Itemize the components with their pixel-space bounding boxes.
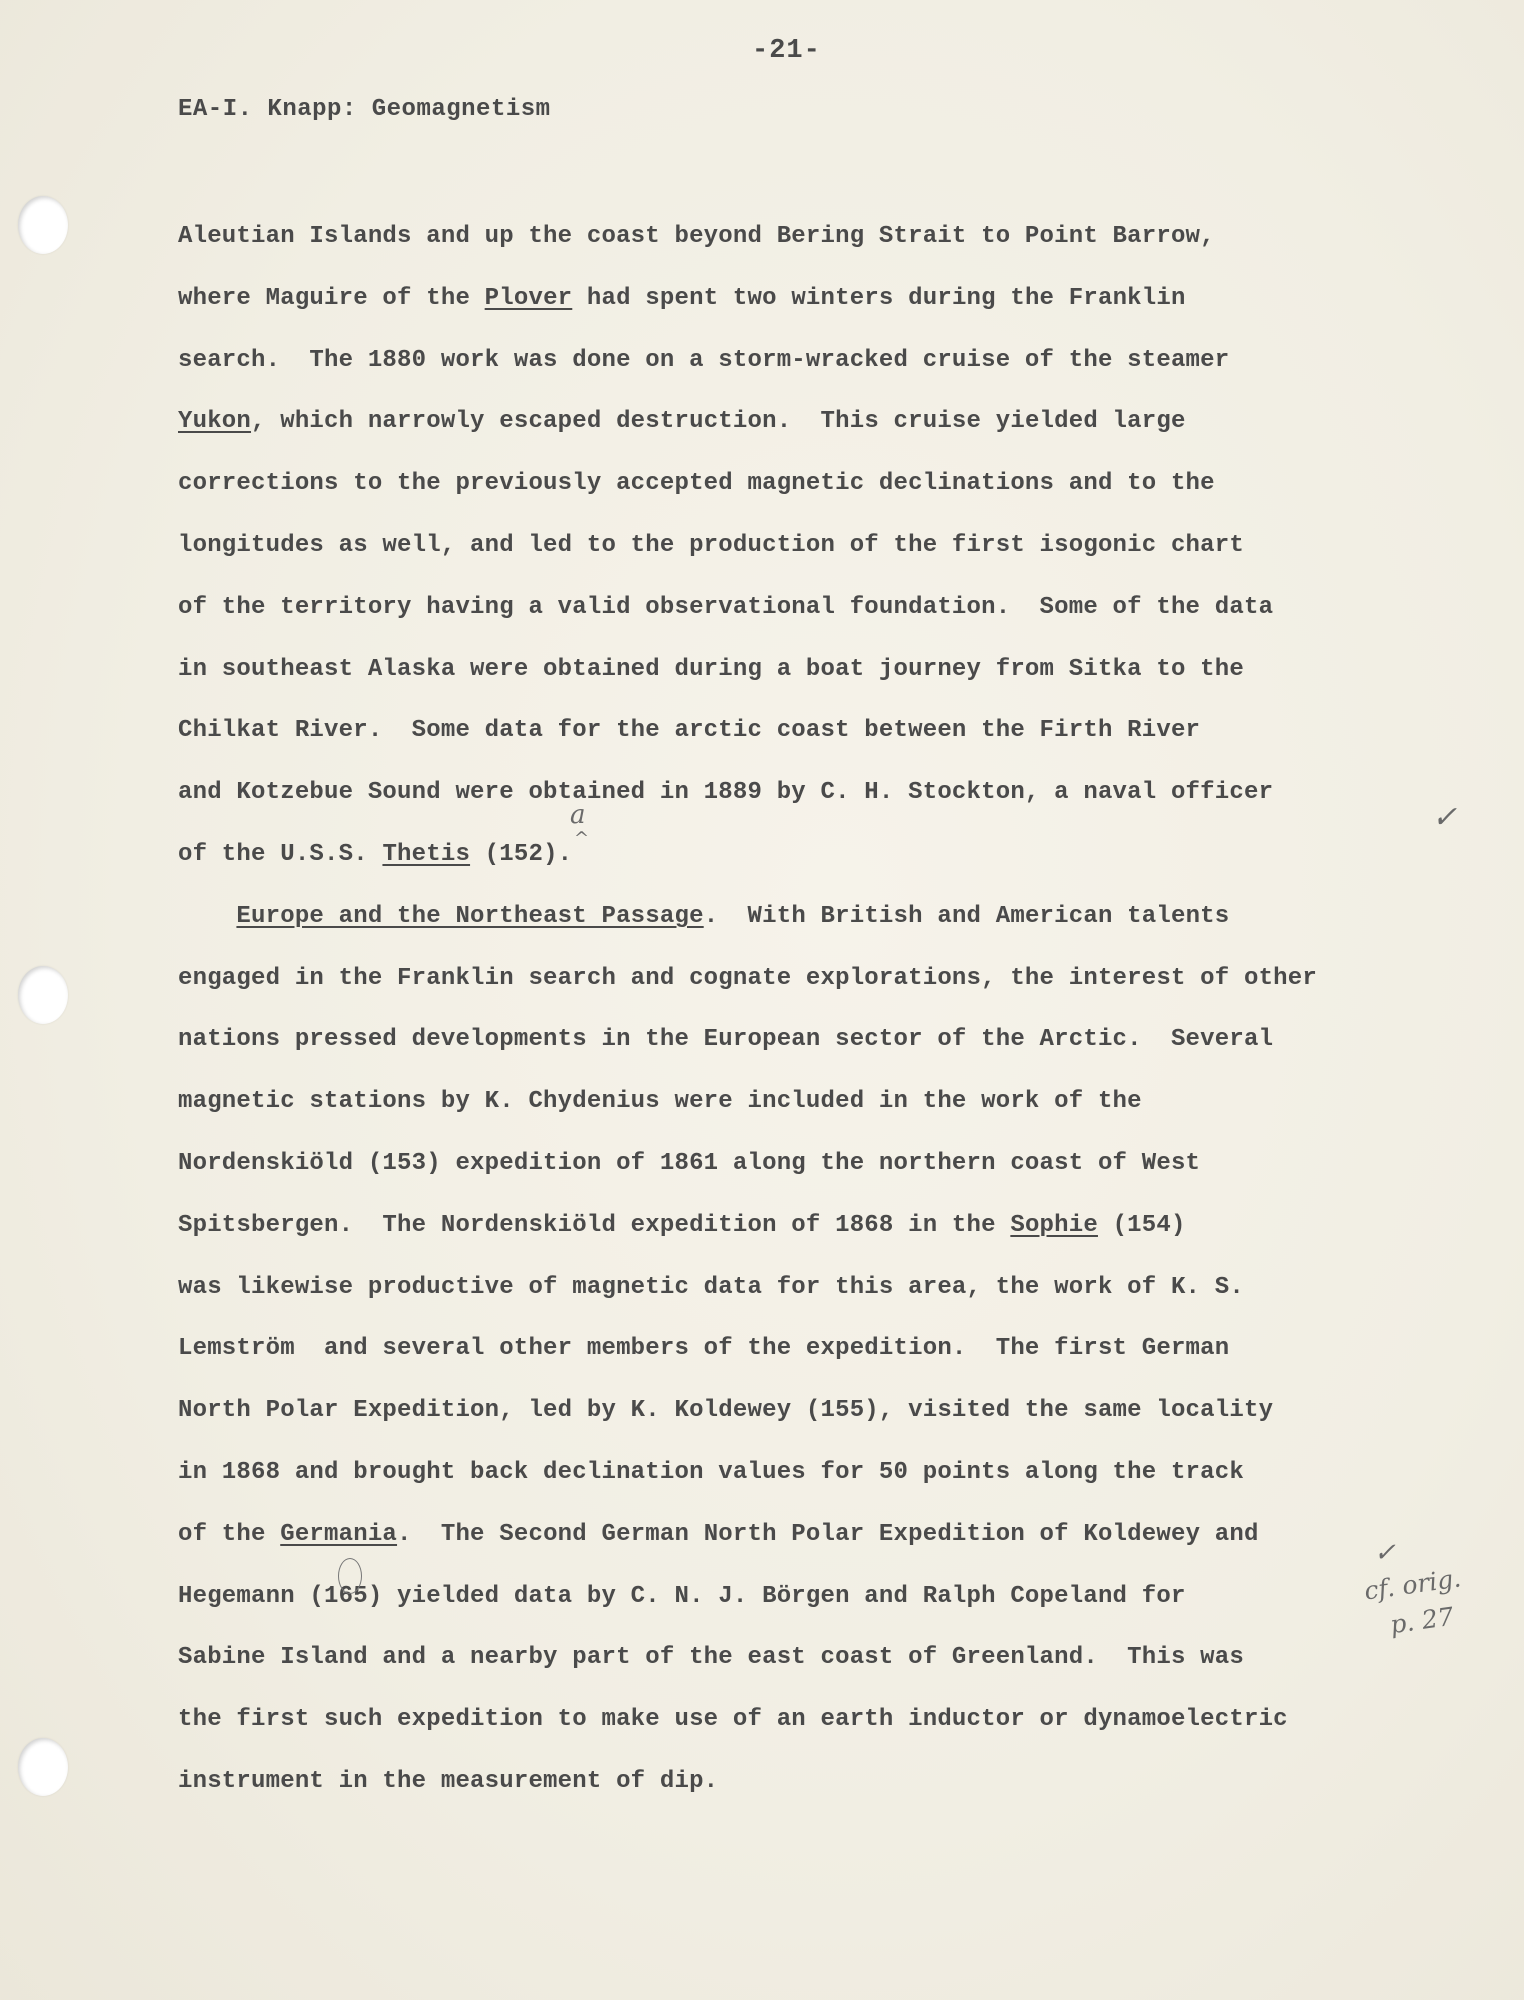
text-segment: in 1868 and brought back declination values for 50 points along the track xyxy=(178,1459,1244,1486)
text-line xyxy=(178,778,1273,808)
underlined-title: Plover xyxy=(484,284,573,312)
text-line xyxy=(178,1273,1244,1303)
text-segment: of the U.S.S. xyxy=(178,841,383,868)
text-segment: Hegemann (165) yielded data by C. N. J. Börgen and Ralph Copeland for xyxy=(178,1582,1186,1610)
text-line xyxy=(178,1334,1229,1364)
text-line xyxy=(178,1458,1244,1488)
underlined-title: Thetis xyxy=(382,841,471,868)
text-line xyxy=(178,902,1229,932)
text-segment: instrument in the measurement of dip. xyxy=(178,1768,719,1795)
text-segment: . The Second German North Polar Expedition of Koldewey and xyxy=(397,1520,1259,1548)
text-segment: Nordenskiöld (153) expedition of 1861 along the northern coast of West xyxy=(178,1150,1201,1177)
text-line xyxy=(178,840,572,870)
text-line xyxy=(178,1087,1142,1117)
text-segment: longitudes as well, and led to the production of the first isogonic chart xyxy=(178,532,1244,559)
text-segment: was likewise productive of magnetic data for this area, the work of K. S. xyxy=(178,1273,1244,1301)
text-line xyxy=(178,284,1186,314)
text-line xyxy=(178,531,1244,561)
text-segment: . With British and American talents xyxy=(703,902,1230,930)
running-head: EA-I. Knapp: Geomagnetism xyxy=(178,96,551,123)
punch-hole-middle xyxy=(18,966,68,1024)
text-line xyxy=(178,1211,1186,1241)
page-number: -21- xyxy=(752,36,821,66)
text-segment: Chilkat River. Some data for the arctic coast between the Firth River xyxy=(178,717,1201,745)
text-segment: where Maguire of the xyxy=(178,284,485,312)
text-line xyxy=(178,964,1317,994)
text-line xyxy=(178,346,1229,376)
text-segment: nations pressed developments in the European sector of the Arctic. Several xyxy=(178,1026,1274,1054)
text-segment: Sabine Island and a nearby part of the east coast of Greenland. This was xyxy=(178,1644,1244,1672)
text-line xyxy=(178,593,1273,623)
text-line xyxy=(178,1705,1288,1735)
text-segment: corrections to the previously accepted magnetic declinations and to the xyxy=(178,470,1215,498)
text-line xyxy=(178,1582,1186,1612)
underlined-title: Germania xyxy=(280,1520,398,1548)
text-line xyxy=(178,407,1186,437)
text-line xyxy=(178,1520,1259,1550)
punch-hole-top xyxy=(18,196,68,254)
text-segment: North Polar Expedition, led by K. Koldewey (155), visited the same locality xyxy=(178,1397,1274,1425)
underlined-title: Yukon xyxy=(178,408,252,436)
underlined-title: Europe and the Northeast Passage xyxy=(236,902,704,930)
text-line xyxy=(178,1643,1244,1673)
text-line xyxy=(178,1396,1273,1426)
text-line xyxy=(178,1767,718,1797)
text-segment: engaged in the Franklin search and cognate explorations, the interest of other xyxy=(178,964,1317,992)
margin-note-line1: cf. orig. xyxy=(1362,1563,1463,1606)
text-segment: Spitsbergen. The Nordenskiöld expedition of 1868 in the xyxy=(178,1211,1011,1239)
text-segment: magnetic stations by K. Chydenius were included in the work of the xyxy=(178,1088,1142,1116)
text-segment: had spent two winters during the Franklin xyxy=(572,284,1186,312)
text-segment: Lemström and several other members of the expedition. The first German xyxy=(178,1335,1230,1363)
underlined-title: Sophie xyxy=(1010,1211,1098,1239)
check-mark-1: ✓ xyxy=(1432,800,1458,835)
text-segment: of the xyxy=(178,1520,281,1548)
text-segment: search. The 1880 work was done on a storm-wracked cruise of the steamer xyxy=(178,346,1230,374)
check-mark-2: ✓ xyxy=(1374,1538,1396,1568)
text-line xyxy=(178,655,1244,685)
text-line xyxy=(178,716,1200,746)
text-line xyxy=(178,1025,1273,1055)
text-segment: , which narrowly escaped destruction. This cruise yielded large xyxy=(251,408,1186,436)
text-line xyxy=(178,469,1215,499)
text-segment: the first such expedition to make use of an earth inductor or dynamoelectric xyxy=(178,1706,1288,1734)
text-segment: Aleutian Islands and up the coast beyond Bering Strait to Point Barrow, xyxy=(178,223,1215,250)
margin-note-line2: p. 27 xyxy=(1388,1601,1456,1640)
text-segment: (154) xyxy=(1097,1211,1186,1239)
punch-hole-bottom xyxy=(18,1738,68,1796)
handwritten-insert-letter: a xyxy=(570,800,586,830)
text-line xyxy=(178,222,1215,252)
text-segment: and Kotzebue Sound were obtained in 1889 by C. H. Stockton, a naval officer xyxy=(178,779,1274,807)
handwritten-circle-mark xyxy=(338,1558,362,1594)
text-segment: in southeast Alaska were obtained during a boat journey from Sitka to the xyxy=(178,655,1244,683)
text-segment: (152). xyxy=(470,841,573,868)
insert-caret-mark: ^ xyxy=(574,828,590,849)
text-line xyxy=(178,1149,1200,1179)
text-segment: of the territory having a valid observational foundation. Some of the data xyxy=(178,593,1274,621)
text-segment xyxy=(178,903,236,930)
